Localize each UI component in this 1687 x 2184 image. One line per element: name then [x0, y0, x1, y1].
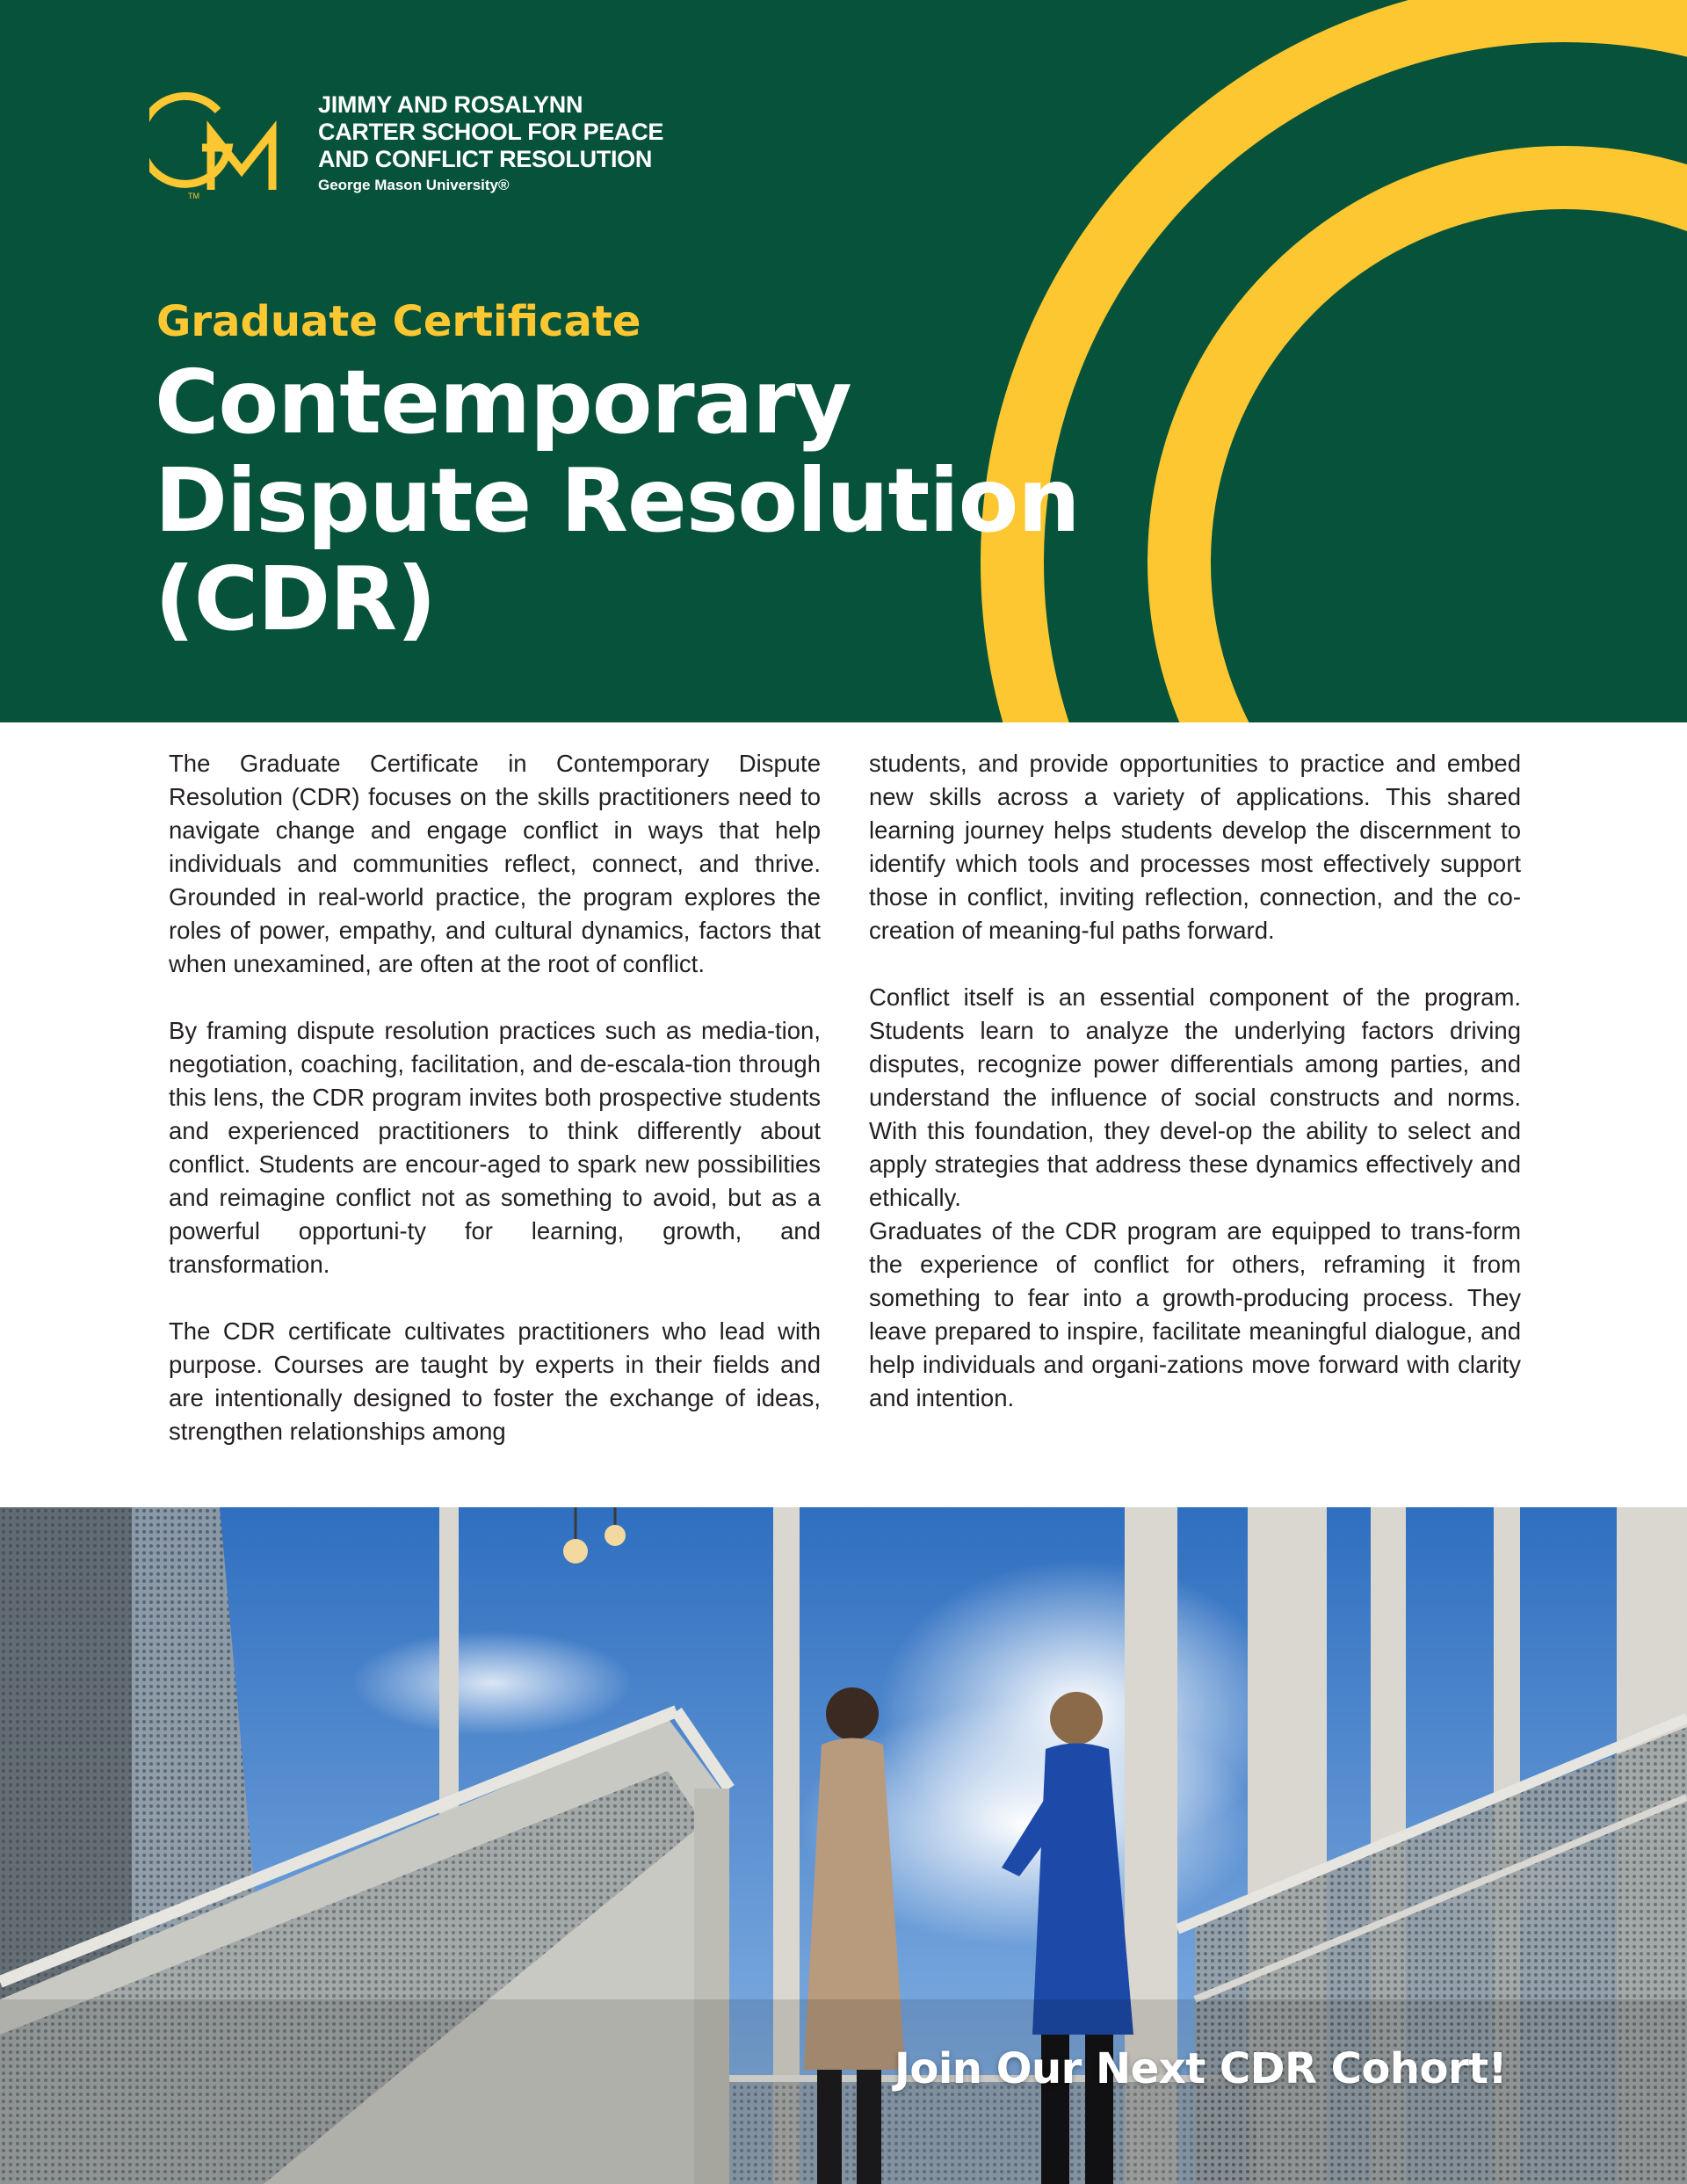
trademark-mark: TM: [188, 192, 199, 200]
paragraph-intro: The Graduate Certificate in Contemporary Dispute Resolution (CDR) focuses on the skills practitioners need to navigate change and engage conflict in ways that help individuals and communities reflect, connect, and thrive. Grounded in real-world practice, the program explores the roles of power, empathy, and cultural dynamics, factors that when unexamined, are often at the root of conflict.: [169, 750, 821, 977]
school-name: [318, 91, 663, 196]
school-name-line-2: CARTER SCHOOL FOR PEACE: [318, 119, 664, 145]
right-column: [869, 747, 1521, 1415]
body-columns: [169, 747, 1520, 1485]
certificate-eyebrow: Graduate Certificate: [156, 297, 641, 346]
join-cohort-callout: Join Our Next CDR Cohort!: [894, 2044, 1507, 2093]
cloud-small: [351, 1630, 633, 1736]
paragraph-graduates: Graduates of the CDR program are equipped to trans-form the experience of conflict for others, reframing it from something to fear into a growth-producing process. They leave prepared to inspire, facilitate meaningful dialogue, and help individuals and organi-zations move forward with clarity and intention.: [869, 1217, 1521, 1411]
paragraph-cultivates: The CDR certificate cultivates practitioners who lead with purpose. Courses are taught by experts in their fields and are intentionally designed to foster the exchange of ideas, strengthen relationships among: [169, 1317, 821, 1445]
title-line-3: (CDR): [155, 548, 436, 650]
gm-monogram-logo: [149, 86, 308, 200]
title-line-2: Dispute Resolution: [155, 449, 1080, 552]
paragraph-framing: By framing dispute resolution practices such as media-tion, negotiation, coaching, facilitation, and de-escala-tion through this lens, the CDR program invites both prospective students and experienced practitioners to think differently about conflict. Students are encour-aged to spark new possibilities and reimagine conflict not as something to avoid, but as a powerful opportuni-ty for learning, growth, and transformation.: [169, 1017, 821, 1278]
inner-gold-arc: [1179, 178, 1687, 722]
header-banner: [0, 0, 1687, 722]
title-line-1: Contemporary: [155, 351, 851, 453]
university-name: George Mason University®: [318, 177, 510, 193]
page-title: [155, 353, 1209, 649]
school-name-line-1: JIMMY AND ROSALYNN: [318, 91, 583, 118]
school-name-line-3: AND CONFLICT RESOLUTION: [318, 146, 653, 172]
left-column: [169, 747, 821, 1448]
paragraph-learning-journey: students, and provide opportunities to practice and embed new skills across a variety of applications. This shared learning journey helps students develop the discernment to identify which tools and processes most effectively support those in conflict, inviting reflection, connection, and the co-creation of meaning-ful paths forward.: [869, 750, 1521, 944]
paragraph-conflict: Conflict itself is an essential component of the program. Students learn to analyze the underlying factors driving disputes, recognize power differentials among parties, and understand the influence of social constructs and norms. With this foundation, they devel-op the ability to select and apply strategies that address these dynamics effectively and ethically.: [869, 983, 1521, 1211]
